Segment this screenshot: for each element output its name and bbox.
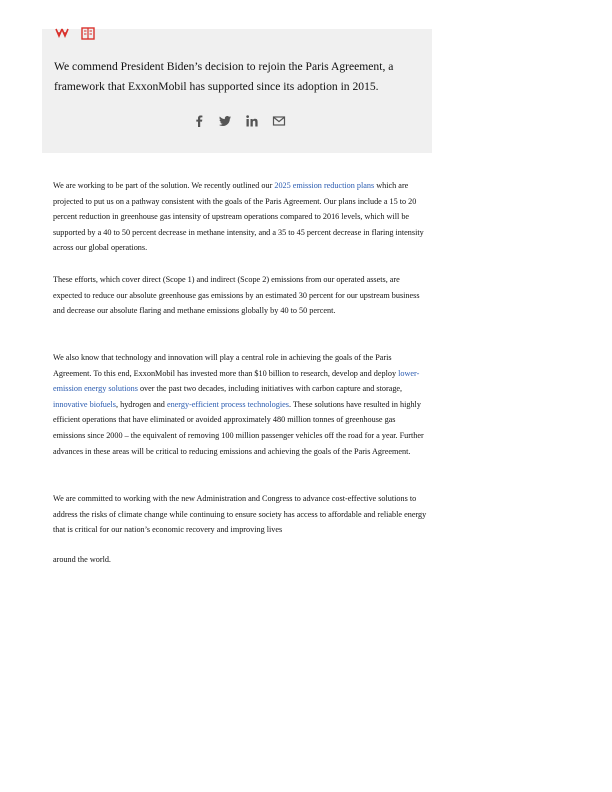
email-icon[interactable]	[272, 114, 286, 128]
link-2025-emission-reduction-plans[interactable]: 2025 emission reduction plans	[274, 181, 375, 190]
paragraph-text: We are working to be part of the solution. We recently outlined our	[53, 181, 275, 190]
link-innovative-biofuels[interactable]: innovative biofuels	[53, 399, 116, 409]
paragraph-technology	[53, 350, 428, 459]
link-lower-emission-energy-solutions[interactable]: lower-emission energy solutions	[53, 368, 420, 394]
paragraph-administration: We are committed to working with the new Administration and Congress to advance cost-effective solutions to address the risks of climate change while continuing to ensure society has access to affordable and reliable energy that is critical for our nation’s economic recovery and improving lives	[53, 494, 427, 535]
paragraph-scope-emissions: These efforts, which cover direct (Scope 1) and indirect (Scope 2) emissions from our operated assets, are expected to reduce our absolute greenhouse gas emissions by an estimated 30 percent for our upstream business and decrease our absolute flaring and methane emissions globally by 40 to 50 percent.	[53, 275, 420, 316]
paragraph-text: over the past two decades, including initiatives with carbon capture and storage,	[137, 384, 403, 394]
paragraph-text: . These solutions have resulted in highly efficient operations that have eliminated or avoided approximately 480 million tonnes of greenhouse gas emissions since 2000 – the equivalent of removing 100 million passenger vehicles off the road for a year. Further advances in these areas will be critical to reducing emissions and achieving the goals of the Paris Agreement.	[53, 399, 424, 456]
paragraph-text: which are projected to put us on a pathway consistent with the goals of the Paris Agreement. Our plans include a 15 to 20 percent reduction in greenhouse gas intensity of upstream operations compared to 2016 levels, which will be supported by a 40 to 50 percent decrease in methane intensity, and a 35 to 45 percent decrease in flaring intensity across our global operations.	[53, 181, 424, 253]
paragraph-closing: around the world.	[53, 555, 111, 564]
quote-text: We commend President Biden’s decision to rejoin the Paris Agreement, a framework that ExxonMobil has supported since its adoption in 2015.	[54, 60, 394, 93]
share-bar	[192, 114, 292, 128]
pdf-icon[interactable]	[54, 27, 70, 41]
quote-panel	[42, 29, 432, 153]
book-icon[interactable]	[80, 27, 96, 41]
paragraph-text: We also know that technology and innovation will play a central role in achieving the goals of the Paris Agreement. To this end, ExxonMobil has invested more than $10 billion to research, develop and deploy	[53, 353, 399, 378]
paragraph-text: , hydrogen and	[116, 399, 167, 409]
paragraph-emission-plans	[53, 178, 428, 256]
linkedin-icon[interactable]	[245, 114, 259, 128]
link-energy-efficient-process-technologies[interactable]: energy-efficient process technologies	[166, 399, 289, 409]
twitter-icon[interactable]	[218, 114, 232, 128]
facebook-icon[interactable]	[192, 114, 206, 128]
